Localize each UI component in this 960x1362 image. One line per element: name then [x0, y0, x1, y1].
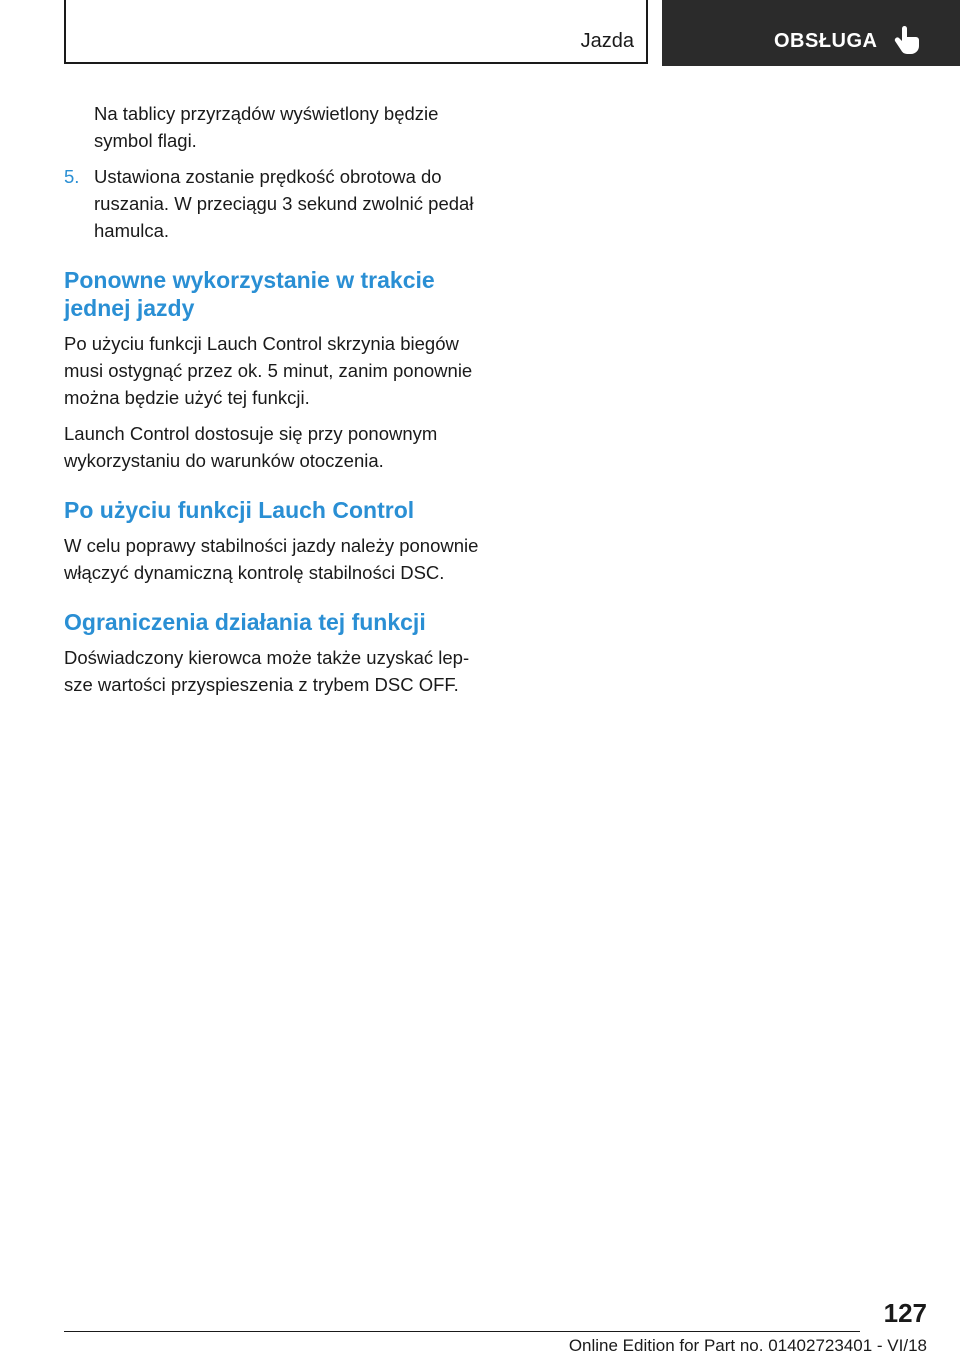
page-number: 127	[883, 1298, 927, 1328]
footer-divider	[64, 1331, 860, 1332]
step-number: 5.	[64, 166, 80, 187]
paragraph-reuse-2: Launch Control dostosuje się przy ponownym wykorzystaniu do warunków otoczenia.	[64, 423, 438, 471]
paragraph-limitations: Doświadczony kierowca może także uzyskać lepsze wartości przyspieszenia z trybem DSC OFF.	[64, 647, 470, 695]
chapter-tab[interactable]	[662, 0, 960, 66]
edition-note: Online Edition for Part no. 01402723401 - VI/18	[568, 1336, 927, 1355]
heading-limitations: Ograniczenia działania tej funkcji	[64, 609, 426, 635]
header-section-box	[64, 0, 648, 64]
list-continuation: Na tablicy przyrządów wyświetlony będzie symbol flagi.	[94, 103, 439, 151]
heading-after-use: Po użyciu funkcji Lauch Control	[64, 497, 415, 523]
hand-pointer-icon	[894, 26, 920, 54]
section-title: Jazda	[580, 30, 634, 52]
paragraph-after-use: W celu poprawy stabilności jazdy należy ponownie włączyć dynamiczną kontrolę stabilności DSC.	[64, 535, 479, 583]
heading-reuse: Ponowne wykorzystanie w trakcie jednej jazdy	[64, 267, 435, 321]
paragraph-reuse-1: Po użyciu funkcji Lauch Control skrzynia biegów musi ostygnąć przez ok. 5 minut, zanim ponownie można będzie użyć tej funkcji.	[64, 333, 473, 408]
list-item-step-5	[64, 163, 480, 244]
page-content	[64, 100, 480, 707]
step-text: Ustawiona zostanie prędkość obrotowa do ruszania. W przeciągu 3 sekund zwolnić pedał hamulca.	[94, 166, 474, 241]
chapter-label: OBSŁUGA	[774, 30, 878, 52]
